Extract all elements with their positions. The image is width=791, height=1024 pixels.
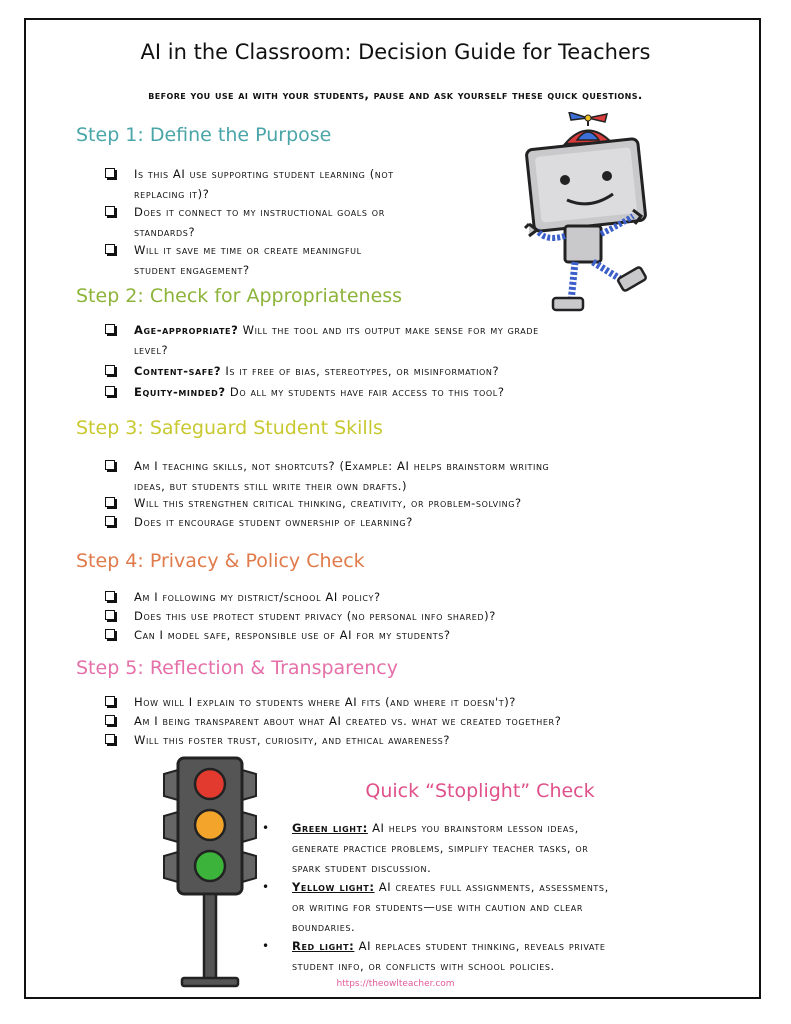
step-5-heading: Step 5: Reflection & Transparency — [76, 657, 398, 679]
step-3-item-2[interactable]: Will this strengthen critical thinking, creativity, or problem-solving? — [105, 493, 705, 513]
step-1-item-3[interactable]: Will it save me time or create meaningful student engagement? — [105, 240, 705, 280]
stoplight-bullet-green: • Green light: AI helps you brainstorm lesson ideas, generate practice problems, simplify teacher tasks, or spark student discussion. — [262, 818, 722, 878]
checkbox[interactable] — [105, 365, 115, 375]
step-4-item-3[interactable]: Can I model safe, responsible use of AI for my students? — [105, 625, 705, 645]
stoplight-bullet-yellow: • Yellow light: AI creates full assignments, assessments, or writing for students—use with caution and clear boundaries. — [262, 877, 722, 937]
step-5-item-3[interactable]: Will this foster trust, curiosity, and ethical awareness? — [105, 730, 705, 750]
footer-url[interactable]: https://theowlteacher.com — [336, 979, 455, 989]
page-title: AI in the Classroom: Decision Guide for Teachers — [140, 40, 651, 64]
checkbox[interactable] — [105, 497, 115, 507]
checkbox[interactable] — [105, 696, 115, 706]
red-light-icon — [195, 769, 225, 799]
stoplight-illustration — [160, 756, 260, 988]
checkbox[interactable] — [105, 206, 115, 216]
step-5-item-1[interactable]: How will I explain to students where AI fits (and where it doesn't)? — [105, 692, 705, 712]
step-1-heading: Step 1: Define the Purpose — [76, 124, 332, 146]
checkbox[interactable] — [105, 715, 115, 725]
checkbox[interactable] — [105, 591, 115, 601]
bullet-dot: • — [262, 939, 270, 953]
checkbox[interactable] — [105, 168, 115, 178]
bullet-dot: • — [262, 821, 270, 835]
bullet-dot: • — [262, 880, 270, 894]
step-3-item-3[interactable]: Does it encourage student ownership of learning? — [105, 512, 705, 532]
step-2-item-2[interactable]: Content-safe? Is it free of bias, stereotypes, or misinformation? — [105, 361, 705, 381]
step-2-heading: Step 2: Check for Appropriateness — [76, 285, 403, 307]
step-3-heading: Step 3: Safeguard Student Skills — [76, 417, 383, 439]
step-4-heading: Step 4: Privacy & Policy Check — [76, 550, 365, 572]
green-light-icon — [195, 851, 225, 881]
step-1-item-1[interactable]: Is this AI use supporting student learning (not replacing it)? — [105, 164, 705, 204]
intro-text: before you use ai with your students, pause and ask yourself these quick questions. — [148, 88, 643, 102]
checkbox[interactable] — [105, 629, 115, 639]
checkbox[interactable] — [105, 516, 115, 526]
yellow-light-icon — [195, 810, 225, 840]
robot-illustration — [515, 112, 675, 317]
checkbox[interactable] — [105, 324, 115, 334]
checkbox[interactable] — [105, 610, 115, 620]
checkbox[interactable] — [105, 386, 115, 396]
checkbox[interactable] — [105, 244, 115, 254]
stoplight-bullet-red: • Red light: AI replaces student thinking, reveals private student info, or conflicts with school policies. — [262, 936, 722, 976]
step-2-item-1[interactable]: Age-appropriate? Will the tool and its output make sense for my grade level? — [105, 320, 705, 360]
step-4-item-2[interactable]: Does this use protect student privacy (no personal info shared)? — [105, 606, 705, 626]
checkbox[interactable] — [105, 734, 115, 744]
step-2-item-3[interactable]: Equity-minded? Do all my students have fair access to this tool? — [105, 382, 705, 402]
step-5-item-2[interactable]: Am I being transparent about what AI created vs. what we created together? — [105, 711, 705, 731]
propeller-hat-icon — [565, 112, 611, 144]
checkbox[interactable] — [105, 460, 115, 470]
step-1-item-2[interactable]: Does it connect to my instructional goals or standards? — [105, 202, 705, 242]
stoplight-title: Quick “Stoplight” Check — [365, 780, 595, 802]
step-4-item-1[interactable]: Am I following my district/school AI policy? — [105, 587, 705, 607]
step-3-item-1[interactable]: Am I teaching skills, not shortcuts? (Example: AI helps brainstorm writing ideas, but students still write their own drafts.) — [105, 456, 705, 496]
